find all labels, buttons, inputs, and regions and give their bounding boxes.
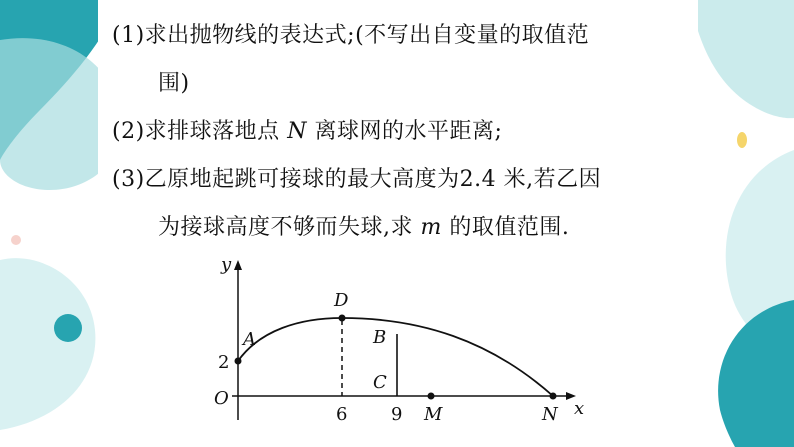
label-origin: O (214, 388, 229, 409)
question-2-number: (2) (112, 119, 145, 144)
parabola-curve-main (238, 318, 553, 396)
question-1-text-cont: 围) (158, 71, 190, 96)
point-D-dot (339, 315, 346, 322)
question-3-text: 乙原地起跳可接球的最大高度为2.4 米,若乙因 (144, 167, 602, 192)
label-B: B (373, 327, 387, 348)
label-N: N (542, 404, 558, 425)
question-2-text-after: 离球网的水平距离; (314, 119, 503, 144)
question-3-line-2 (158, 210, 569, 241)
question-3-variable: m (420, 215, 442, 240)
question-3-line-1 (112, 162, 601, 193)
label-A: A (243, 329, 256, 350)
label-y: y (221, 254, 232, 275)
question-2-line (112, 114, 502, 145)
y-axis-arrow (234, 260, 242, 270)
question-1-number: (1) (112, 23, 145, 48)
label-D: D (334, 290, 349, 311)
tick-label-9: 9 (391, 404, 403, 425)
question-3-text-before: 为接球高度不够而失球,求 (158, 215, 413, 240)
point-A-dot (235, 358, 242, 365)
label-M: M (424, 404, 443, 425)
question-3-text-after: 的取值范围. (449, 215, 570, 240)
label-C: C (373, 372, 387, 393)
point-N-dot (550, 393, 557, 400)
label-x: x (574, 398, 585, 419)
question-2-text-before: 求排球落地点 (144, 119, 280, 144)
question-2-variable: N (287, 119, 307, 144)
question-1-text: 求出抛物线的表达式;(不写出自变量的取值范 (144, 23, 590, 48)
tick-label-6: 6 (336, 404, 348, 425)
question-3-number: (3) (112, 167, 145, 192)
question-1-line-1 (112, 18, 589, 49)
point-M-dot (428, 393, 435, 400)
question-1-line-2 (158, 66, 190, 97)
tick-label-2: 2 (218, 352, 230, 373)
